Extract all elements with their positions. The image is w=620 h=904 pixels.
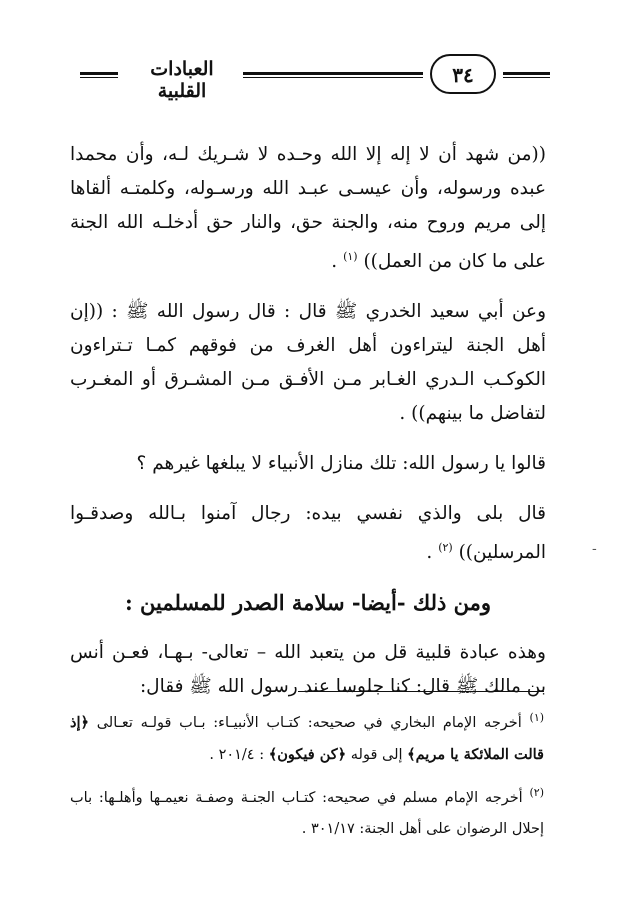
footnote-text: أخرجه الإمام البخاري في صحيحه: كتـاب الأنبيـاء: بـاب قولـه تعـالى	[96, 714, 522, 731]
margin-mark: -	[592, 541, 597, 557]
paragraph-hadith-2: وعن أبي سعيد الخدري ﷺ قال : قال رسول الله ﷺ : ((إن أهل الجنة ليتراءون أهل الغرف من فوقهم كمـا تـتراءون الكوكـب الـدري الغـابر مـن الأفـق مـن المشـرق أو المغـرب لتفاضل ما بينهم)) .	[70, 301, 546, 425]
header-rule-right	[503, 72, 550, 78]
main-text	[70, 138, 546, 720]
paragraph-section-intro: وهذه عبادة قلبية قل من يتعبد الله – تعالى- بـهـا، فعـن أنس بن مالك ﷺ قال: كنا جلوسا عند رسول الله ﷺ فقال:	[70, 642, 546, 698]
paragraph-answer	[70, 497, 546, 570]
footnote-1	[70, 702, 544, 771]
paragraph-end: .	[426, 542, 433, 564]
footnote-2	[70, 777, 544, 845]
section-heading: ومن ذلك -أيضا- سلامة الصدر للمسلمين :	[124, 590, 492, 616]
footnote-marker-2: (٢)	[529, 785, 545, 799]
quran-quote: ﴿كن فيكون﴾	[268, 745, 347, 763]
footnote-ref-2: (٢)	[438, 541, 453, 555]
header-rule-left	[80, 72, 118, 78]
quran-quote: ﴿إذ قالت الملائكة يا مريم﴾	[70, 713, 544, 763]
footnote-separator	[298, 691, 544, 692]
page-number: ٣٤	[430, 54, 496, 94]
footnote-reference: : ٢٠١/٤ .	[209, 746, 265, 763]
paragraph-end: .	[331, 251, 338, 273]
page-header	[80, 52, 550, 104]
footnote-marker-1: (١)	[529, 711, 545, 724]
running-title: العبادات القلبية	[150, 58, 214, 102]
paragraph-question: قالوا يا رسول الله: تلك منازل الأنبياء لا يبلغها غيرهم ؟	[136, 453, 546, 475]
footnote-ref-1: (١)	[343, 250, 358, 263]
paragraph-hadith-1	[70, 138, 546, 279]
footnotes	[70, 702, 544, 851]
paragraph-text: ((من شهد أن لا إله إلا الله وحـده لا شـريك لـه، وأن محمدا عبده ورسوله، وأن عيسـى عبـد الله ورسـوله، وكلمتـه ألقاها إلى مريم وروح منه، والجنة حق، والنار حق أدخلـه الله الجنة على ما كان من العمل))	[70, 144, 546, 273]
paragraph-text: قال بلى والذي نفسي بيده: رجال آمنوا بـالله وصدقـوا المرسلين))	[70, 503, 546, 564]
header-rule-middle	[243, 72, 423, 78]
footnote-text: إلى قوله	[350, 746, 403, 763]
footnote-text: أخرجه الإمام مسلم في صحيحه: كتـاب الجنـة وصفـة نعيمـها وأهلـها: باب إحلال الرضوان على أهل الجنة: ٣٠١/١٧ .	[70, 789, 544, 837]
